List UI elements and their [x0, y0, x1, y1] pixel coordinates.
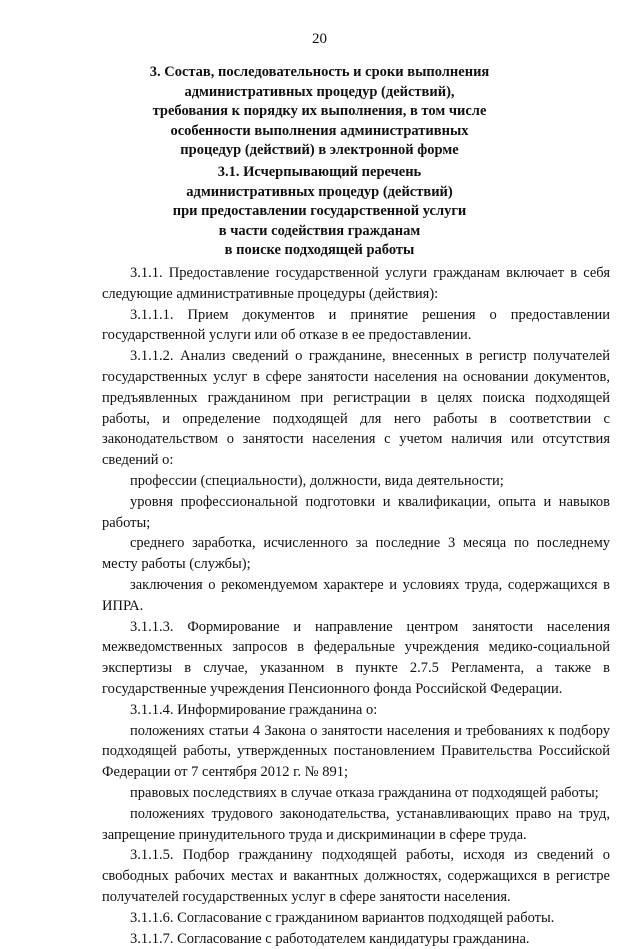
subsection-heading-line: в части содействия гражданам: [0, 222, 639, 242]
paragraph: 3.1.1.7. Согласование с работодателем кандидатуры гражданина.: [102, 929, 610, 949]
list-item: правовых последствиях в случае отказа гражданина от подходящей работы;: [102, 783, 610, 804]
page-number: 20: [0, 31, 639, 48]
paragraph: 3.1.1.6. Согласование с гражданином вариантов подходящей работы.: [102, 908, 610, 929]
paragraph: 3.1.1.1. Прием документов и принятие решения о предоставлении государственной услуги или об отказе в ее предоставлении.: [102, 305, 610, 347]
subsection-heading-line: административных процедур (действий): [0, 183, 639, 203]
section-heading: [0, 63, 639, 161]
paragraph: 3.1.1. Предоставление государственной услуги гражданам включает в себя следующие административные процедуры (действия):: [102, 263, 610, 305]
section-heading-line: процедур (действий) в электронной форме: [0, 141, 639, 161]
subsection-heading: [0, 163, 639, 261]
paragraph: 3.1.1.5. Подбор гражданину подходящей работы, исходя из сведений о свободных рабочих местах и вакантных должностях, содержащихся в регистре получателей государственных услуг в сфере занятости населения.: [102, 845, 610, 907]
paragraph: 3.1.1.2. Анализ сведений о гражданине, внесенных в регистр получателей государственных услуг в сфере занятости населения на основании документов, предъявленных гражданином при регистрации в целях поиска подходящей работы, и определение подходящей для него работы в соответствии с законодательством о занятости населения с учетом наличия или отсутствия сведений о:: [102, 346, 610, 471]
section-heading-line: административных процедур (действий),: [0, 83, 639, 103]
list-item: профессии (специальности), должности, вида деятельности;: [102, 471, 610, 492]
list-item: среднего заработка, исчисленного за последние 3 месяца по последнему месту работы (службы);: [102, 533, 610, 575]
list-item: заключения о рекомендуемом характере и условиях труда, содержащихся в ИПРА.: [102, 575, 610, 617]
subsection-heading-line: 3.1. Исчерпывающий перечень: [0, 163, 639, 183]
paragraph: 3.1.1.4. Информирование гражданина о:: [102, 700, 610, 721]
section-heading-line: особенности выполнения административных: [0, 122, 639, 142]
section-heading-line: 3. Состав, последовательность и сроки выполнения: [0, 63, 639, 83]
list-item: положениях статьи 4 Закона о занятости населения и требованиях к подбору подходящей работы, утвержденных постановлением Правительства Российской Федерации от 7 сентября 2012 г. № 891;: [102, 721, 610, 783]
paragraph: 3.1.1.3. Формирование и направление центром занятости населения межведомственных запросов в федеральные учреждения медико-социальной экспертизы в случае, указанном в пункте 2.7.5 Регламента, а также в государственные учреждения Пенсионного фонда Российской Федерации.: [102, 617, 610, 700]
subsection-heading-line: в поиске подходящей работы: [0, 241, 639, 261]
section-heading-line: требования к порядку их выполнения, в том числе: [0, 102, 639, 122]
list-item: уровня профессиональной подготовки и квалификации, опыта и навыков работы;: [102, 492, 610, 534]
body-text: [102, 263, 610, 949]
list-item: положениях трудового законодательства, устанавливающих право на труд, запрещение принудительного труда и дискриминации в сфере труда.: [102, 804, 610, 846]
subsection-heading-line: при предоставлении государственной услуги: [0, 202, 639, 222]
